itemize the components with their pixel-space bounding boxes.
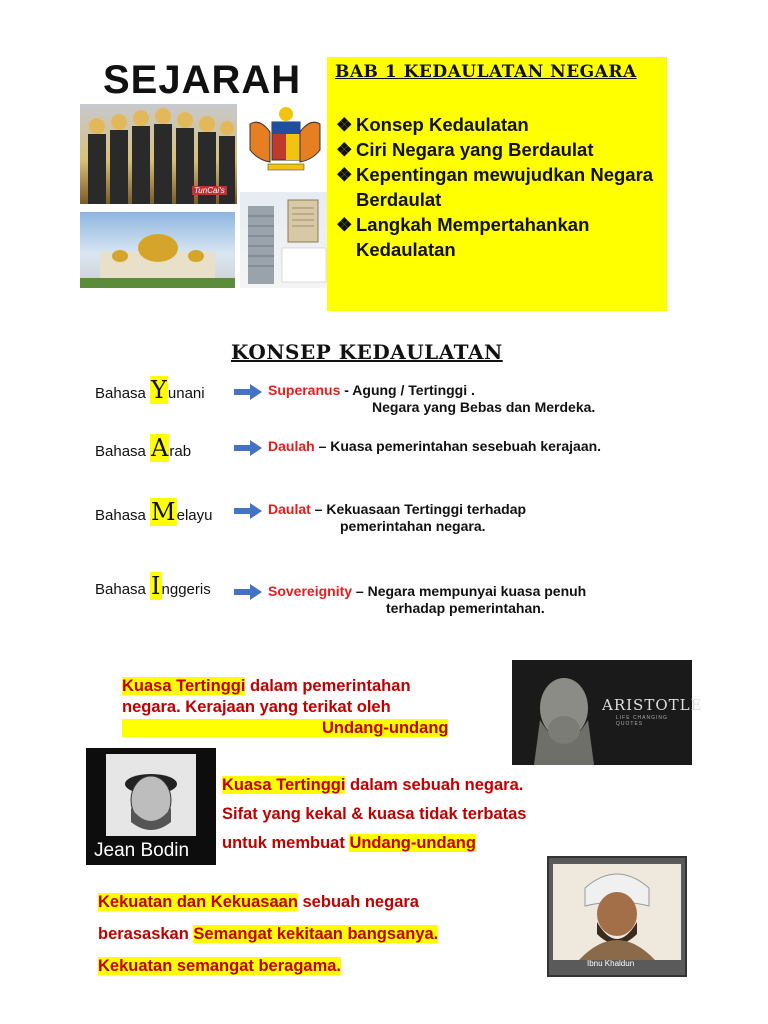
parliament-photo [240, 192, 330, 288]
definition-term: Sovereignity [268, 583, 353, 599]
language-row [95, 572, 211, 600]
definition-term: Superanus [268, 382, 341, 398]
aristotle-name: ARISTOTLE [602, 696, 703, 714]
arrow-right-icon [234, 440, 262, 456]
definition-separator: – [310, 501, 327, 517]
aristotle-portrait [512, 660, 703, 765]
quote-text: dalam pemerintahan [245, 677, 411, 695]
topic-item [336, 212, 666, 262]
definition-text: Negara yang Bebas dan Merdeka. [372, 399, 596, 415]
aristotle-tagline: LIFE CHANGING QUOTES [616, 715, 668, 727]
quote-text: dalam sebuah negara. [345, 776, 524, 794]
quote-text: Sifat yang kekal & kuasa tidak terbatas [222, 805, 527, 823]
ibnu-khaldun-portrait [547, 856, 687, 977]
jean-bodin-name: Jean Bodin [94, 840, 190, 861]
quote-text: untuk membuat [222, 834, 350, 852]
language-rest: unani [167, 385, 205, 402]
definition-text: Negara mempunyai kuasa penuh [367, 583, 587, 599]
diamond-bullet-icon: ❖ [336, 114, 353, 135]
jean-bodin-quote [222, 771, 642, 858]
definition-separator: - [340, 382, 353, 398]
topic-item [336, 112, 666, 137]
diamond-bullet-icon: ❖ [336, 214, 353, 235]
chapter-title: BAB 1 KEDAULATAN NEGARA [335, 62, 637, 82]
quote-text: berasaskan [98, 925, 194, 943]
ibnu-khaldun-quote [98, 886, 548, 982]
section-title: KONSEP KEDAULATAN [231, 340, 503, 364]
topic-label: Ciri Negara yang Berdaulat [356, 139, 594, 160]
definition-text: Agung / Tertinggi . [352, 382, 475, 398]
topic-label: Konsep Kedaulatan [356, 114, 529, 135]
definition [268, 501, 526, 535]
highlight-text: Undang-undang [122, 719, 448, 737]
language-row [95, 376, 205, 404]
highlight-text: Kuasa Tertinggi [122, 677, 246, 695]
ibnu-khaldun-name: Ibnu Khaldun [587, 959, 635, 968]
page-title: SEJARAH [103, 58, 302, 102]
royals-photo [80, 104, 237, 204]
topic-label: Kepentingan mewujudkan Negara Berdaulat [356, 164, 654, 210]
language-initial: M [151, 498, 176, 526]
diamond-bullet-icon: ❖ [336, 139, 353, 160]
definition-text: terhadap pemerintahan. [386, 600, 545, 616]
language-prefix: Bahasa [95, 581, 151, 598]
definition-text: pemerintahan negara. [340, 518, 486, 534]
topic-item [336, 137, 666, 162]
topic-label: Langkah Mempertahankan Kedaulatan [356, 214, 590, 260]
definition-text: Kuasa pemerintahan sesebuah kerajaan. [330, 438, 602, 454]
diamond-bullet-icon: ❖ [336, 164, 353, 185]
highlight-text: Kekuatan dan Kekuasaan [98, 893, 298, 911]
definition-separator: – [314, 438, 331, 454]
language-initial: Y [151, 376, 167, 404]
definition [268, 382, 595, 416]
quote-text: sebuah negara [297, 893, 419, 911]
highlight-text: Kekuatan semangat beragama. [98, 957, 342, 975]
highlight-text: Undang-undang [349, 834, 476, 852]
language-prefix: Bahasa [95, 385, 151, 402]
language-row [95, 434, 191, 462]
highlight-text: Semangat kekitaan bangsanya. [193, 925, 439, 943]
language-prefix: Bahasa [95, 443, 151, 460]
jean-bodin-portrait [86, 748, 216, 865]
definition-separator: – [352, 583, 368, 599]
arrow-right-icon [234, 584, 262, 600]
language-prefix: Bahasa [95, 507, 151, 524]
language-row [95, 498, 212, 526]
quote-text: negara. Kerajaan yang terikat oleh [122, 698, 391, 716]
definition-term: Daulah [268, 438, 315, 454]
topic-item [336, 162, 656, 212]
palace-photo [80, 212, 235, 288]
topic-list [336, 112, 666, 262]
language-rest: nggeris [161, 581, 211, 598]
language-rest: rab [169, 443, 192, 460]
arrow-right-icon [234, 384, 262, 400]
language-initial: I [151, 572, 161, 600]
language-initial: A [151, 434, 169, 462]
coat-of-arms-icon [242, 104, 328, 182]
highlight-text: Kuasa Tertinggi [222, 776, 346, 794]
definition [268, 583, 586, 617]
language-rest: elayu [176, 507, 213, 524]
royals-caption: TunCai's [194, 186, 225, 195]
definition-text: Kekuasaan Tertinggi terhadap [326, 501, 527, 517]
definition-term: Daulat [268, 501, 311, 517]
arrow-right-icon [234, 503, 262, 519]
aristotle-quote [122, 676, 502, 739]
definition [268, 438, 601, 455]
